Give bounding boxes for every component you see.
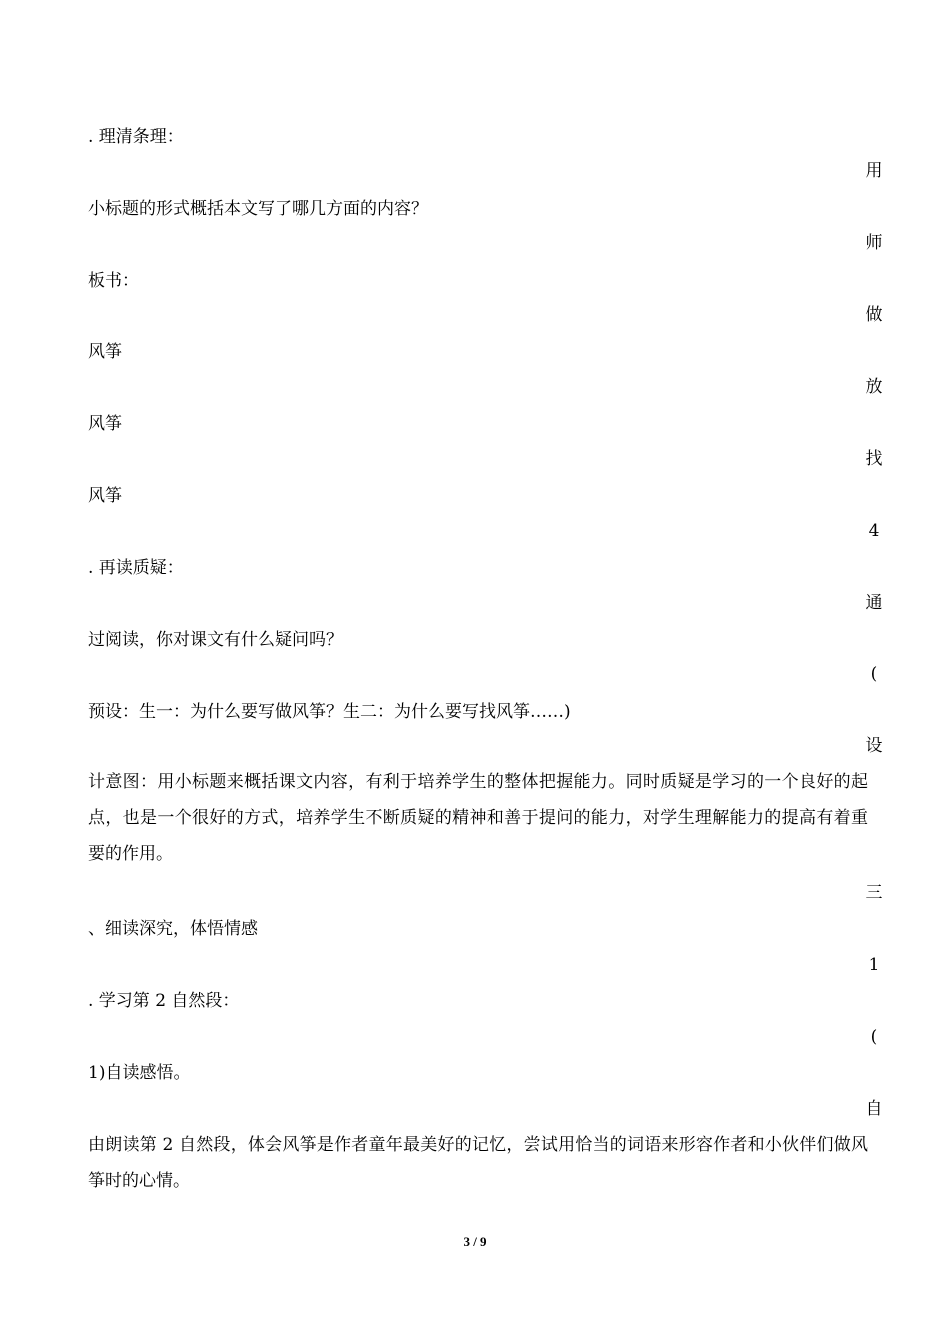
side-char: ( — [870, 664, 878, 684]
text-line: 1)自读感悟。 — [88, 1063, 191, 1083]
text-line: 、细读深究，体悟情感 — [88, 919, 258, 939]
side-char: 放 — [865, 377, 883, 397]
text-line: 过阅读，你对课文有什么疑问吗？ — [88, 630, 343, 650]
side-char: 自 — [865, 1099, 883, 1119]
side-char: 4 — [868, 521, 880, 541]
page-number: 3 / 9 — [463, 1234, 487, 1249]
text-line: 板书： — [88, 271, 139, 291]
side-char: 三 — [865, 883, 883, 903]
side-char: 师 — [865, 233, 883, 253]
text-line: 小标题的形式概括本文写了哪几方面的内容？ — [88, 199, 428, 219]
side-char: 通 — [865, 593, 883, 613]
text-paragraph: 计意图：用小标题来概括课文内容，有利于培养学生的整体把握能力。同时质疑是学习的一个良好的起点，也是一个很好的方式，培养学生不断质疑的精神和善于提问的能力，对学生理解能力的提高有着重要的作用。 — [88, 772, 868, 864]
text-line: 风筝 — [88, 342, 122, 362]
text-line: . 再读质疑： — [88, 558, 184, 578]
text-line: . 理清条理： — [88, 127, 184, 147]
side-char: ( — [870, 1027, 878, 1047]
text-line: . 学习第 2 自然段： — [88, 991, 240, 1011]
side-char: 设 — [865, 736, 883, 756]
text-line: 风筝 — [88, 414, 122, 434]
text-paragraph: 由朗读第 2 自然段，体会风筝是作者童年最美好的记忆，尝试用恰当的词语来形容作者和小伙伴们做风筝时的心情。 — [88, 1135, 868, 1191]
side-char: 找 — [865, 449, 883, 469]
side-char: 用 — [865, 161, 883, 181]
text-line: 预设：生一：为什么要写做风筝？生二：为什么要写找风筝……) — [88, 702, 571, 722]
side-char: 做 — [865, 305, 883, 325]
side-char: 1 — [868, 955, 880, 975]
text-line: 风筝 — [88, 486, 122, 506]
